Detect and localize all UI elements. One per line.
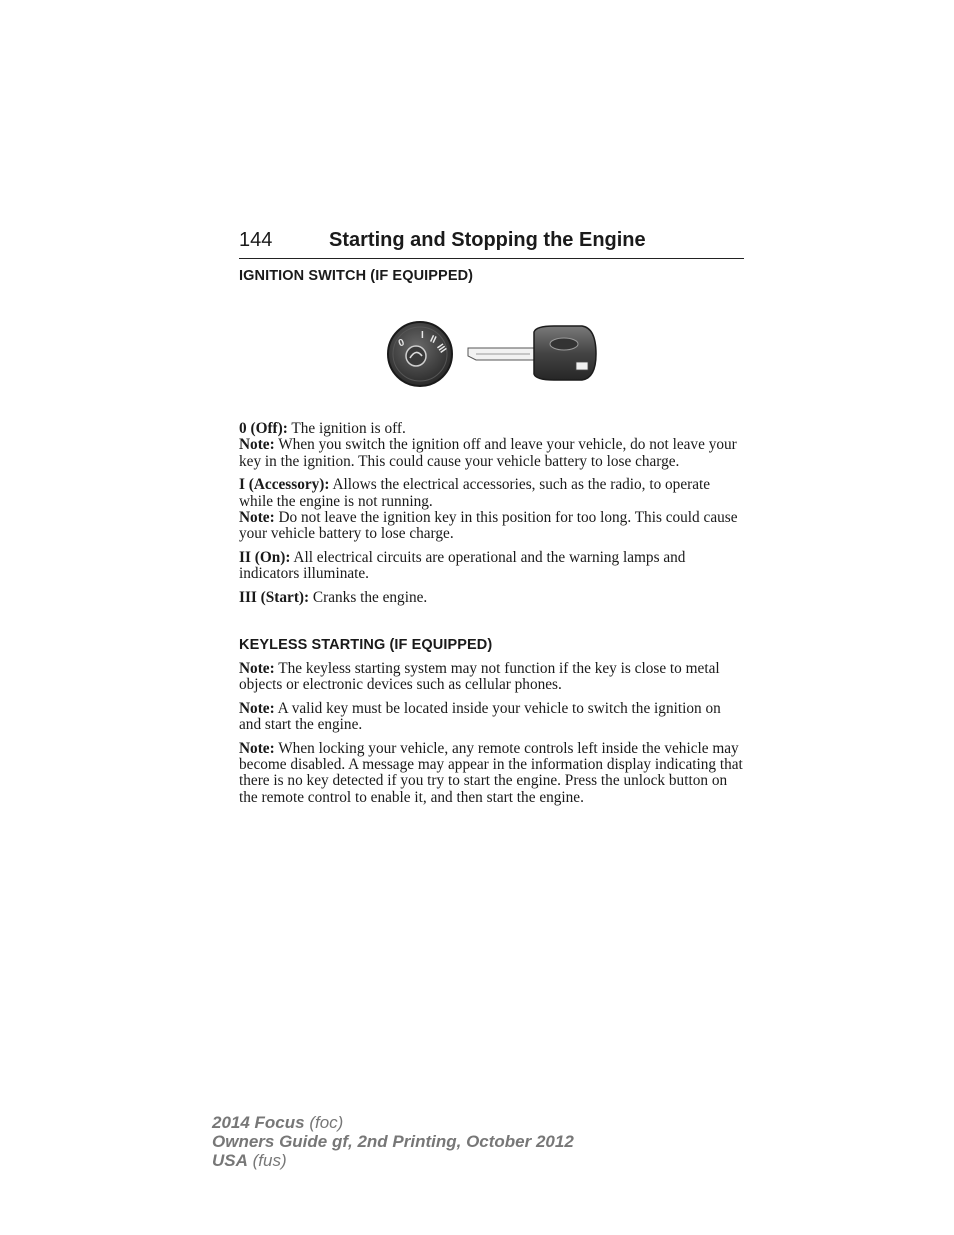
position-accessory-text: Allows the electrical accessories, such as the radio, to operate while the engine is not running. bbox=[239, 476, 711, 510]
note-label: Note: bbox=[239, 699, 275, 717]
keyless-note-3 bbox=[239, 741, 746, 807]
footer-model: 2014 Focus bbox=[212, 1113, 305, 1132]
keyless-note-1 bbox=[239, 661, 746, 694]
fob-button-icon bbox=[576, 362, 588, 370]
position-off-label: 0 (Off): bbox=[239, 420, 288, 437]
brand-logo-icon bbox=[550, 338, 578, 350]
note-label: Note: bbox=[239, 660, 275, 677]
position-label-3: III bbox=[434, 342, 448, 356]
note-text: A valid key must be located inside your vehicle to switch the ignition on and start the engine. bbox=[239, 699, 721, 734]
note-label: Note: bbox=[239, 509, 275, 527]
footer-line-2 bbox=[212, 1132, 574, 1151]
note-text: When you switch the ignition off and leave your vehicle, do not leave your key in the ignition. This could cause your vehicle battery to lose charge. bbox=[239, 436, 737, 470]
section-heading-ignition: IGNITION SWITCH (IF EQUIPPED) bbox=[239, 268, 474, 284]
key-fob bbox=[534, 326, 596, 380]
note-text: When locking your vehicle, any remote controls left inside the vehicle may become disabled. A message may appear in the information display indicating that there is no key detected if you try to start the engine. Press the unlock button on the remote control to enable it, and then start the engine. bbox=[239, 739, 743, 806]
position-start bbox=[239, 590, 746, 606]
footer-model-code: (foc) bbox=[304, 1113, 344, 1132]
position-off-text: The ignition is off. bbox=[287, 420, 406, 437]
position-start-text: Cranks the engine. bbox=[309, 588, 428, 606]
position-label-2: II bbox=[428, 333, 438, 347]
ignition-key-illustration bbox=[384, 318, 599, 390]
ignition-positions-text bbox=[239, 421, 746, 613]
note-text: The keyless starting system may not function if the key is close to metal objects or electronic devices such as cellular phones. bbox=[239, 660, 720, 694]
position-label-1: I bbox=[421, 330, 424, 341]
note-text: Do not leave the ignition key in this position for too long. This could cause your vehicle battery to lose charge. bbox=[239, 509, 738, 543]
position-off bbox=[239, 421, 746, 470]
footer-market-code: (fus) bbox=[247, 1151, 287, 1170]
footer-line-1 bbox=[212, 1113, 574, 1132]
page-footer bbox=[212, 1113, 574, 1170]
ignition-key-figure bbox=[384, 318, 599, 395]
footer-printing: Owners Guide gf, 2nd Printing, October 2012 bbox=[212, 1132, 574, 1151]
position-start-label: III (Start): bbox=[239, 588, 310, 606]
position-on-text: All electrical circuits are operational and the warning lamps and indicators illuminate. bbox=[239, 548, 686, 583]
position-accessory bbox=[239, 477, 746, 543]
page-header bbox=[239, 228, 744, 259]
section-heading-keyless: KEYLESS STARTING (IF EQUIPPED) bbox=[239, 637, 493, 653]
position-label-0: 0 bbox=[397, 337, 407, 350]
keyless-notes-text bbox=[239, 661, 746, 813]
footer-line-3 bbox=[212, 1151, 574, 1170]
note-label: Note: bbox=[239, 739, 275, 757]
position-accessory-label: I (Accessory): bbox=[239, 476, 330, 494]
position-on-label: II (On): bbox=[239, 548, 291, 566]
page-number: 144 bbox=[239, 229, 273, 251]
key-slot-icon bbox=[406, 346, 426, 366]
note-label: Note: bbox=[239, 436, 275, 454]
keyless-note-2 bbox=[239, 701, 746, 734]
page-title: Starting and Stopping the Engine bbox=[329, 229, 646, 251]
position-on bbox=[239, 550, 746, 583]
footer-market: USA bbox=[212, 1151, 248, 1170]
